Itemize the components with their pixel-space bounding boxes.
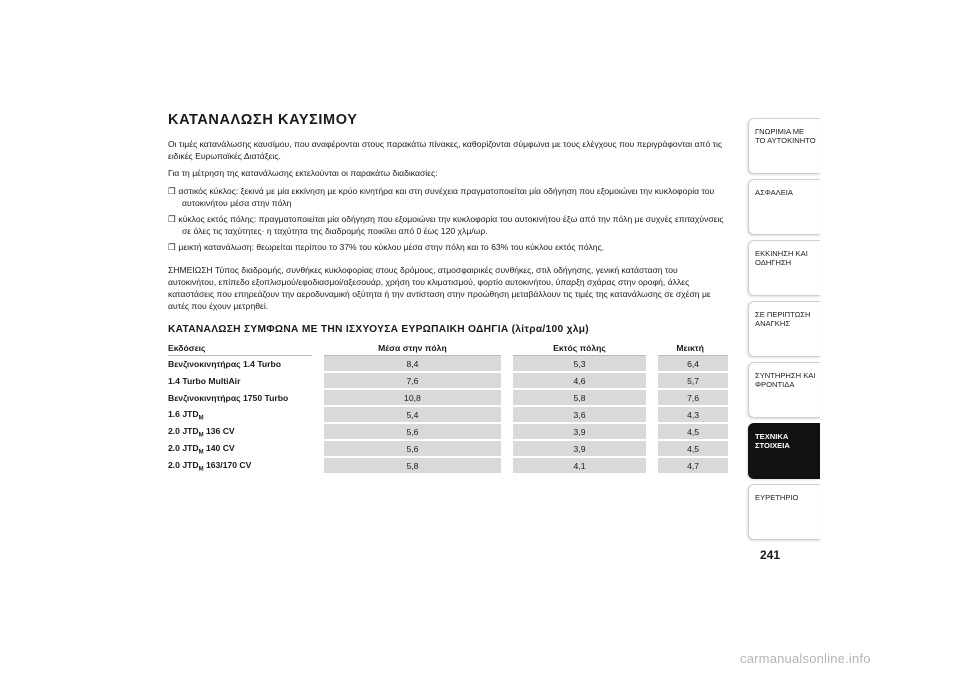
value-cell: 3,9 xyxy=(507,440,652,457)
value-cell: 3,9 xyxy=(507,423,652,440)
value-cell: 5,4 xyxy=(318,406,507,423)
model-cell: 1.4 Turbo MultiAir xyxy=(168,372,318,389)
model-cell: 2.0 $JTD_M$ 140 CV xyxy=(168,440,318,457)
model-cell: 1.6 $JTD_M$ xyxy=(168,406,318,423)
value-cell: 4,7 xyxy=(652,457,728,474)
value-cell: 8,4 xyxy=(318,356,507,373)
bullet-extra-urban-cycle: ❒ κύκλος εκτός πόλης: πραγματοποιείται μία οδήγηση που εξομοιώνει την κυκλοφορία του αυτοκινήτου έξω από την πόλη με συχνές επιταχύνσεις σε όλες τις ταχύτητες· η ταχύτητα της διαδρομής ποικίλει από 0 έως 120 χλμ/ωρ. xyxy=(168,214,724,237)
value-cell: 7,6 xyxy=(652,389,728,406)
value-cell: 5,7 xyxy=(652,372,728,389)
table-title: ΚΑΤΑΝΑΛΩΣΗ ΣΥΜΦΩΝΑ ΜΕ ΤΗΝ ΙΣΧΥΟΥΣΑ ΕΥΡΩΠΑΙΚΗ ΟΔΗΓΙΑ (λίτρα/100 χλμ) xyxy=(168,324,589,336)
sidebar-tab[interactable]: ΣΥΝΤΗΡΗΣΗ ΚΑΙ ΦΡΟΝΤΙΔΑ xyxy=(748,362,820,418)
sidebar-tab[interactable]: ΑΣΦΑΛΕΙΑ xyxy=(748,179,820,235)
table-row xyxy=(168,372,728,389)
sidebar-tab[interactable]: ΕΚΚΙΝΗΣΗ ΚΑΙ ΟΔΗΓΗΣΗ xyxy=(748,240,820,296)
header-combined: Μεικτή xyxy=(652,341,728,356)
table-row xyxy=(168,356,728,373)
bullet-combined: ❒ μεικτή κατανάλωση: θεωρείται περίπου το 37% του κύκλου μέσα στην πόλη και το 63% του κύκλου εκτός πόλης. xyxy=(168,242,605,253)
model-cell: Βενζινοκινητήρας 1.4 Turbo xyxy=(168,356,318,373)
value-cell: 5,8 xyxy=(507,389,652,406)
model-cell: 2.0 $JTD_M$ 136 CV xyxy=(168,423,318,440)
header-versions: Εκδόσεις xyxy=(168,341,318,356)
value-cell: 4,1 xyxy=(507,457,652,474)
value-cell: 4,3 xyxy=(652,406,728,423)
value-cell: 7,6 xyxy=(318,372,507,389)
sidebar-tab[interactable]: ΣΕ ΠΕΡΙΠΤΩΣΗ ΑΝΑΓΚΗΣ xyxy=(748,301,820,357)
sidebar-tab[interactable]: ΕΥΡΕΤΗΡΙΟ xyxy=(748,484,820,540)
value-cell: 5,3 xyxy=(507,356,652,373)
value-cell: 3,6 xyxy=(507,406,652,423)
checkbox-bullet-icon: ❒ xyxy=(168,214,176,225)
table-row xyxy=(168,423,728,440)
main-content xyxy=(168,112,728,475)
table-row xyxy=(168,440,728,457)
table-row xyxy=(168,457,728,474)
table-header-row xyxy=(168,341,728,356)
model-cell: 2.0 $JTD_M$ 163/170 CV xyxy=(168,457,318,474)
value-cell: 6,4 xyxy=(652,356,728,373)
intro-paragraph: Οι τιμές κατανάλωσης καυσίμου, που αναφέρονται στους παρακάτω πίνακες, καθορίζονται σύμφωνα με τους ελέγχους που περιγράφονται από τις ειδικές Ευρωπαϊκές Διατάξεις. xyxy=(168,139,723,162)
sidebar-tab[interactable]: ΓΝΩΡΙΜΙΑ ΜΕ ΤΟ ΑΥΤΟΚΙΝΗΤΟ xyxy=(748,118,820,174)
section-sidebar xyxy=(748,118,820,545)
watermark: carmanualsonline.info xyxy=(740,651,871,666)
checkbox-bullet-icon: ❒ xyxy=(168,185,176,196)
value-cell: 10,8 xyxy=(318,389,507,406)
sidebar-tab[interactable]: ΤΕΧΝΙΚΑ ΣΤΟΙΧΕΙΑ xyxy=(748,423,820,479)
bullet-urban-cycle: ❒ αστικός κύκλος: ξεκινά με μία εκκίνηση με κρύο κινητήρα και στη συνέχεια πραγματοποιείται μία οδήγηση που εξομοιώνει την κυκλοφορία του αυτοκινήτου μέσα στην πόλη xyxy=(168,185,715,208)
model-cell: Βενζινοκινητήρας 1750 Turbo xyxy=(168,389,318,406)
value-cell: 5,6 xyxy=(318,423,507,440)
table-row xyxy=(168,389,728,406)
page-number: 241 xyxy=(760,548,781,562)
value-cell: 4,5 xyxy=(652,440,728,457)
value-cell: 4,6 xyxy=(507,372,652,389)
value-cell: 5,8 xyxy=(318,457,507,474)
header-extra-urban: Εκτός πόλης xyxy=(507,341,652,356)
value-cell: 5,6 xyxy=(318,440,507,457)
table-row xyxy=(168,406,728,423)
checkbox-bullet-icon: ❒ xyxy=(168,242,176,253)
consumption-table xyxy=(168,341,728,475)
header-urban: Μέσα στην πόλη xyxy=(318,341,507,356)
note-paragraph: ΣΗΜΕΙΩΣΗ Τύπος διαδρομής, συνθήκες κυκλοφορίας στους δρόμους, ατμοσφαιρικές συνθήκες, στιλ οδήγησης, γενική κατάσταση του αυτοκινήτου, επίπεδο εξοπλισμού/εφοδιασμοί/αξεσουάρ, χρήση του κλιματισμού, φορτίο αυτοκινήτου, ύπαρξη σχάρας στην οροφή, άλλες καταστάσεις που επηρεάζουν την αεροδυναμική οξύτητα ή την αντίσταση στην προώθηση μεταβάλλουν τις τιμές της κατανάλωσης σε σχέση με αυτές που έχουν μετρηθεί. xyxy=(168,264,711,312)
value-cell: 4,5 xyxy=(652,423,728,440)
procedures-intro: Για τη μέτρηση της κατανάλωσης εκτελούνται οι παρακάτω διαδικασίες: xyxy=(168,168,438,179)
page-title: ΚΑΤΑΝΑΛΩΣΗ ΚΑΥΣΙΜΟΥ xyxy=(168,112,358,128)
